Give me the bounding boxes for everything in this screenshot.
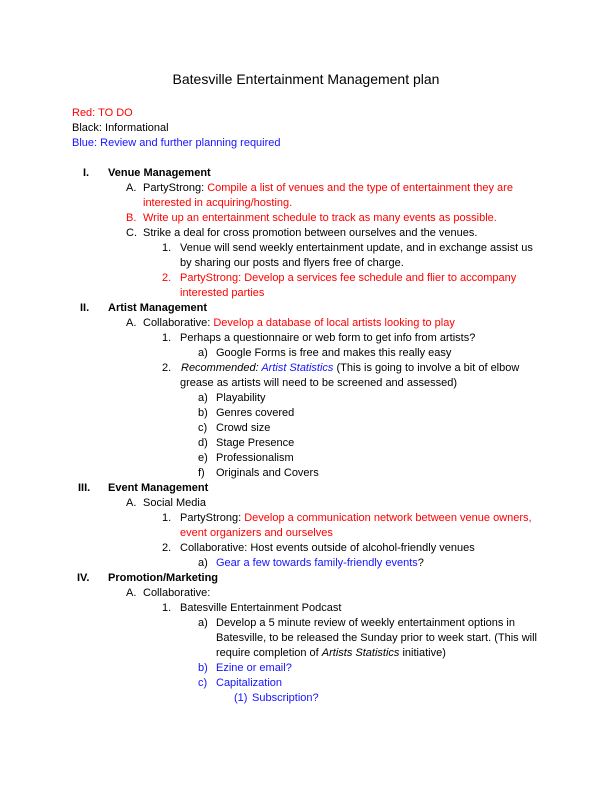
list-item [180,511,532,526]
list-marker: 2. [162,542,172,554]
list-marker: e) [198,452,208,464]
item-text: Google Forms is free and makes this really easy [216,347,452,359]
list-marker: A. [126,497,137,509]
recommended-label: Recommended: [181,362,262,374]
question-mark: ? [417,557,424,569]
item-text: Batesville, to be released the Sunday prior to week start. (This will [216,632,537,644]
item-text: Capitalization [216,677,283,689]
item-text: Social Media [143,497,206,509]
list-marker: 1. [162,512,172,524]
list-marker: a) [198,392,208,404]
list-item [216,646,446,661]
list-marker: b) [198,662,208,674]
item-text: Professionalism [216,452,294,464]
section-number: II. [80,302,90,314]
list-marker: (1) [234,692,248,704]
item-text: event organizers and ourselves [180,527,333,539]
item-text: Gear a few towards family-friendly events [216,557,418,569]
section-heading: Venue Management [108,167,211,179]
list-marker: b) [198,407,208,419]
list-item [216,556,424,571]
item-text: PartyStrong: Develop a services fee schedule and flier to accompany [180,272,517,284]
item-text: Develop a database of local artists looking to play [213,317,455,329]
owner-label: PartyStrong: [143,182,208,194]
list-marker: a) [198,347,208,359]
item-text: Batesville Entertainment Podcast [180,602,342,614]
item-text: Perhaps a questionnaire or web form to get info from artists? [180,332,476,344]
list-marker: a) [198,557,208,569]
list-marker: A. [126,317,137,329]
list-marker: c) [198,422,208,434]
item-text: Develop a 5 minute review of weekly entertainment options in [216,617,515,629]
section-number: I. [83,167,90,179]
list-item [143,181,513,196]
item-text: by sharing our posts and flyers free of charge. [180,257,404,269]
item-text: Develop a communication network between venue owners, [244,512,532,524]
owner-label: Collaborative: [143,317,214,329]
item-text: interested in acquiring/hosting. [143,197,293,209]
list-marker: f) [198,467,205,479]
owner-label: PartyStrong: [180,512,245,524]
list-marker: a) [198,617,208,629]
item-text: Collaborative: [143,587,211,599]
section-heading: Promotion/Marketing [108,572,219,584]
legend-black: Black: Informational [72,122,169,134]
list-marker: 1. [162,242,172,254]
legend-red: Red: TO DO [72,107,133,119]
legend-blue: Blue: Review and further planning required [72,137,281,149]
list-marker: B. [126,212,137,224]
list-marker: 1. [162,332,172,344]
item-text: initiative) [399,647,446,659]
artists-statistics-text: Artists Statistics [321,647,400,659]
item-text: Subscription? [252,692,319,704]
item-text: Strike a deal for cross promotion between ourselves and the venues. [143,227,478,239]
item-text: Ezine or email? [216,662,292,674]
document-title: Batesville Entertainment Management plan [172,71,440,87]
artist-statistics-text: Artist Statistics [261,362,334,374]
list-marker: 2. [162,362,172,374]
item-text: Crowd size [216,422,271,434]
item-text: Compile a list of venues and the type of entertainment they are [207,182,513,194]
item-text: Stage Presence [216,437,295,449]
item-text: interested parties [180,287,265,299]
item-text: Genres covered [216,407,295,419]
item-text: grease as artists will need to be screened and assessed) [180,377,457,389]
list-marker: A. [126,182,137,194]
list-marker: A. [126,587,137,599]
list-item [181,361,519,376]
list-marker: 2. [162,272,172,284]
item-text: (This is going to involve a bit of elbow [333,362,520,374]
item-text: require completion of [216,647,322,659]
section-heading: Event Management [108,482,209,494]
list-marker: d) [198,437,208,449]
list-marker: 1. [162,602,172,614]
section-number: IV. [77,572,90,584]
list-marker: C. [126,227,137,239]
list-item [143,316,455,331]
section-heading: Artist Management [108,302,208,314]
section-number: III. [78,482,91,494]
item-text: Venue will send weekly entertainment update, and in exchange assist us [180,242,533,254]
item-text: Write up an entertainment schedule to track as many events as possible. [143,212,497,224]
item-text: Playability [216,392,266,404]
list-marker: c) [198,677,208,689]
item-text: Collaborative: Host events outside of alcohol-friendly venues [180,542,475,554]
item-text: Originals and Covers [216,467,319,479]
